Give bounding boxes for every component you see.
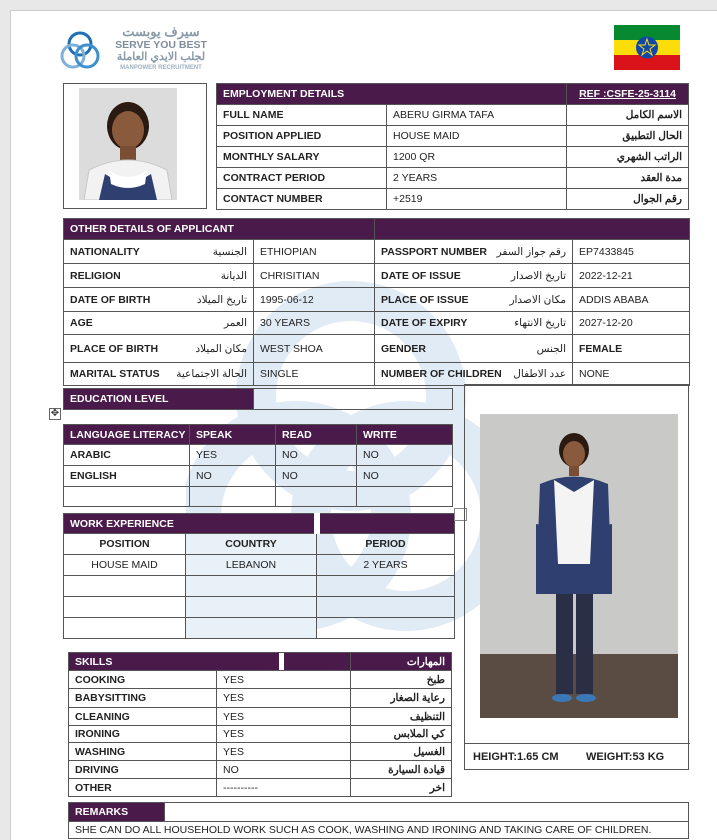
table-row bbox=[69, 708, 452, 726]
monthly-salary-value: 1200 QR bbox=[387, 147, 567, 168]
driving-value: NO bbox=[217, 761, 351, 779]
remarks-text: SHE CAN DO ALL HOUSEHOLD WORK SUCH AS COOK, WASHING AND IRONING AND TAKING CARE OF CHILDREN. bbox=[69, 822, 689, 839]
read-value: NO bbox=[276, 445, 357, 466]
position-applied-label: POSITION APPLIED bbox=[217, 126, 387, 147]
marital-status-value: SINGLE bbox=[254, 363, 375, 386]
marital-status-label-ar: الحالة الاجتماعية bbox=[176, 368, 247, 380]
babysitting-label-ar: رعاية الصغار bbox=[351, 689, 452, 708]
ironing-label-ar: كي الملابس bbox=[351, 726, 452, 743]
date-of-issue-value: 2022-12-21 bbox=[573, 264, 690, 288]
table-row bbox=[69, 689, 452, 708]
work-experience-header: WORK EXPERIENCE bbox=[64, 514, 317, 534]
weight-value: WEIGHT:53 KG bbox=[586, 751, 665, 763]
position-value bbox=[64, 576, 186, 597]
profile-photo bbox=[79, 88, 177, 200]
place-of-issue-label: PLACE OF ISSUE bbox=[381, 293, 469, 306]
cleaning-label: CLEANING bbox=[69, 708, 217, 726]
position-column-header: POSITION bbox=[64, 534, 186, 555]
place-of-birth-label: PLACE OF BIRTH bbox=[70, 342, 159, 355]
washing-value: YES bbox=[217, 743, 351, 761]
date-of-birth-value: 1995-06-12 bbox=[254, 288, 375, 312]
gender-label: GENDER bbox=[381, 342, 426, 355]
table-row bbox=[69, 743, 452, 761]
period-column-header: PERIOD bbox=[317, 534, 455, 555]
language-literacy-table bbox=[63, 424, 453, 507]
contact-number-value: +2519 bbox=[387, 189, 567, 210]
company-name-en: SERVE YOU BEST bbox=[115, 39, 207, 51]
nationality-value: ETHIOPIAN bbox=[254, 240, 375, 264]
cooking-label-ar: طبخ bbox=[351, 671, 452, 689]
company-sub-ar: لجلب الايدي العاملة bbox=[116, 51, 206, 63]
table-row bbox=[69, 671, 452, 689]
number-of-children-label: NUMBER OF CHILDREN bbox=[381, 368, 502, 380]
religion-value: CHRISITIAN bbox=[254, 264, 375, 288]
washing-label: WASHING bbox=[69, 743, 217, 761]
full-body-photo bbox=[480, 414, 678, 718]
table-row bbox=[69, 779, 452, 797]
cooking-value: YES bbox=[217, 671, 351, 689]
religion-label: RELIGION bbox=[70, 269, 121, 282]
language-name: ARABIC bbox=[64, 445, 190, 466]
read-value: NO bbox=[276, 466, 357, 487]
other-details-table bbox=[63, 218, 690, 386]
company-name-ar: سيرف يوبست bbox=[122, 24, 200, 39]
driving-label: DRIVING bbox=[69, 761, 217, 779]
contract-period-value: 2 YEARS bbox=[387, 168, 567, 189]
full-name-value: ABERU GIRMA TAFA bbox=[387, 105, 567, 126]
remarks-header: REMARKS bbox=[69, 803, 165, 822]
nationality-label: NATIONALITY bbox=[70, 245, 140, 258]
education-level-header: EDUCATION LEVEL bbox=[64, 389, 254, 410]
cleaning-value: YES bbox=[217, 708, 351, 726]
date-of-expiry-value: 2027-12-20 bbox=[573, 312, 690, 335]
country-value bbox=[186, 576, 317, 597]
age-value: 30 YEARS bbox=[254, 312, 375, 335]
detail-row bbox=[64, 312, 690, 335]
company-logo bbox=[58, 25, 218, 77]
period-value: 2 YEARS bbox=[317, 555, 455, 576]
religion-label-ar: الديانة bbox=[220, 269, 247, 282]
height-value: HEIGHT:1.65 CM bbox=[473, 751, 559, 763]
babysitting-value: YES bbox=[217, 689, 351, 708]
other-details-header: OTHER DETAILS OF APPLICANT bbox=[64, 219, 375, 240]
employment-details-header: EMPLOYMENT DETAILS bbox=[217, 84, 567, 105]
detail-row bbox=[64, 240, 690, 264]
table-row bbox=[64, 597, 455, 618]
contact-number-label-ar: رقم الجوال bbox=[567, 189, 689, 210]
reference-number: REF :CSFE-25-3114 bbox=[567, 84, 689, 105]
speak-value bbox=[190, 487, 276, 507]
skills-table bbox=[68, 652, 452, 797]
table-row bbox=[69, 761, 452, 779]
full-name-label-ar: الاسم الكامل bbox=[567, 105, 689, 126]
education-level-value bbox=[254, 389, 453, 410]
ironing-label: IRONING bbox=[69, 726, 217, 743]
full-body-photo-frame bbox=[464, 384, 689, 770]
company-sub-en: MANPOWER RECRUITMENT bbox=[120, 65, 202, 71]
babysitting-label: BABYSITTING bbox=[69, 689, 217, 708]
cooking-label: COOKING bbox=[69, 671, 217, 689]
passport-number-label: PASSPORT NUMBER bbox=[381, 245, 487, 258]
position-value bbox=[64, 597, 186, 618]
table-move-handle-icon[interactable]: ✥ bbox=[50, 408, 60, 419]
table-row bbox=[64, 618, 455, 639]
document-page bbox=[10, 10, 717, 840]
contact-number-label: CONTACT NUMBER bbox=[217, 189, 387, 210]
read-value bbox=[276, 487, 357, 507]
write-value: NO bbox=[357, 445, 453, 466]
gender-value: FEMALE bbox=[573, 335, 690, 363]
detail-row bbox=[64, 264, 690, 288]
language-name: ENGLISH bbox=[64, 466, 190, 487]
gender-label-ar: الجنس bbox=[536, 342, 567, 355]
table-row bbox=[69, 726, 452, 743]
contract-period-label-ar: مدة العقد bbox=[567, 168, 689, 189]
write-value bbox=[357, 487, 453, 507]
place-of-birth-label-ar: مكان الميلاد bbox=[195, 342, 247, 355]
place-of-issue-label-ar: مكان الاصدار bbox=[509, 293, 567, 306]
driving-label-ar: قيادة السيارة bbox=[351, 761, 452, 779]
period-value bbox=[317, 618, 455, 639]
table-row bbox=[64, 466, 453, 487]
cleaning-label-ar: التنظيف bbox=[351, 708, 452, 726]
skills-header bbox=[69, 653, 351, 671]
write-header: WRITE bbox=[357, 425, 453, 445]
other-skill-value: ---------- bbox=[217, 779, 351, 797]
date-of-expiry-label: DATE OF EXPIRY bbox=[381, 317, 468, 329]
table-row bbox=[64, 487, 453, 507]
passport-number-value: EP7433845 bbox=[573, 240, 690, 264]
monthly-salary-label: MONTHLY SALARY bbox=[217, 147, 387, 168]
passport-number-label-ar: رقم جواز السفر bbox=[496, 245, 567, 258]
place-of-issue-value: ADDIS ABABA bbox=[573, 288, 690, 312]
other-skill-label-ar: اخر bbox=[351, 779, 452, 797]
contract-period-label: CONTRACT PERIOD bbox=[217, 168, 387, 189]
age-label-ar: العمر bbox=[223, 317, 247, 329]
remarks-table bbox=[68, 802, 689, 839]
position-applied-label-ar: الحال التطبيق bbox=[567, 126, 689, 147]
full-name-label: FULL NAME bbox=[217, 105, 387, 126]
date-of-issue-label-ar: تاريخ الاصدار bbox=[510, 269, 567, 282]
detail-row bbox=[64, 363, 690, 386]
education-level-table bbox=[63, 388, 453, 410]
language-literacy-header: LANGUAGE LITERACY bbox=[64, 425, 190, 445]
speak-value: YES bbox=[190, 445, 276, 466]
work-experience-table bbox=[63, 513, 455, 639]
employment-details-table bbox=[216, 83, 689, 210]
nationality-label-ar: الجنسية bbox=[212, 245, 247, 258]
position-value: HOUSE MAID bbox=[64, 555, 186, 576]
write-value: NO bbox=[357, 466, 453, 487]
ethiopia-flag-icon bbox=[614, 25, 680, 70]
skills-header-ar: المهارات bbox=[351, 653, 452, 671]
country-column-header: COUNTRY bbox=[186, 534, 317, 555]
speak-header: SPEAK bbox=[190, 425, 276, 445]
table-row bbox=[64, 445, 453, 466]
washing-label-ar: الغسيل bbox=[351, 743, 452, 761]
number-of-children-value: NONE bbox=[573, 363, 690, 386]
other-skill-label: OTHER bbox=[69, 779, 217, 797]
period-value bbox=[317, 576, 455, 597]
read-header: READ bbox=[276, 425, 357, 445]
date-of-birth-label: DATE OF BIRTH bbox=[70, 293, 151, 306]
date-of-birth-label-ar: تاريخ الميلاد bbox=[196, 293, 247, 306]
language-name bbox=[64, 487, 190, 507]
period-value bbox=[317, 597, 455, 618]
place-of-birth-value: WEST SHOA bbox=[254, 335, 375, 363]
detail-row bbox=[64, 335, 690, 363]
marital-status-label: MARITAL STATUS bbox=[70, 368, 160, 380]
logo-rings-icon bbox=[58, 29, 102, 73]
number-of-children-label-ar: عدد الاطفال bbox=[513, 368, 567, 380]
detail-row bbox=[64, 288, 690, 312]
country-value: LEBANON bbox=[186, 555, 317, 576]
profile-photo-frame bbox=[63, 83, 207, 209]
skills-header-label: SKILLS bbox=[75, 655, 113, 668]
speak-value: NO bbox=[190, 466, 276, 487]
country-value bbox=[186, 618, 317, 639]
date-of-issue-label: DATE OF ISSUE bbox=[381, 269, 461, 282]
position-value bbox=[64, 618, 186, 639]
date-of-expiry-label-ar: تاريخ الانتهاء bbox=[514, 317, 567, 329]
monthly-salary-label-ar: الراتب الشهري bbox=[567, 147, 689, 168]
country-value bbox=[186, 597, 317, 618]
position-applied-value: HOUSE MAID bbox=[387, 126, 567, 147]
ironing-value: YES bbox=[217, 726, 351, 743]
table-row bbox=[64, 555, 455, 576]
table-row bbox=[64, 576, 455, 597]
age-label: AGE bbox=[70, 317, 93, 329]
